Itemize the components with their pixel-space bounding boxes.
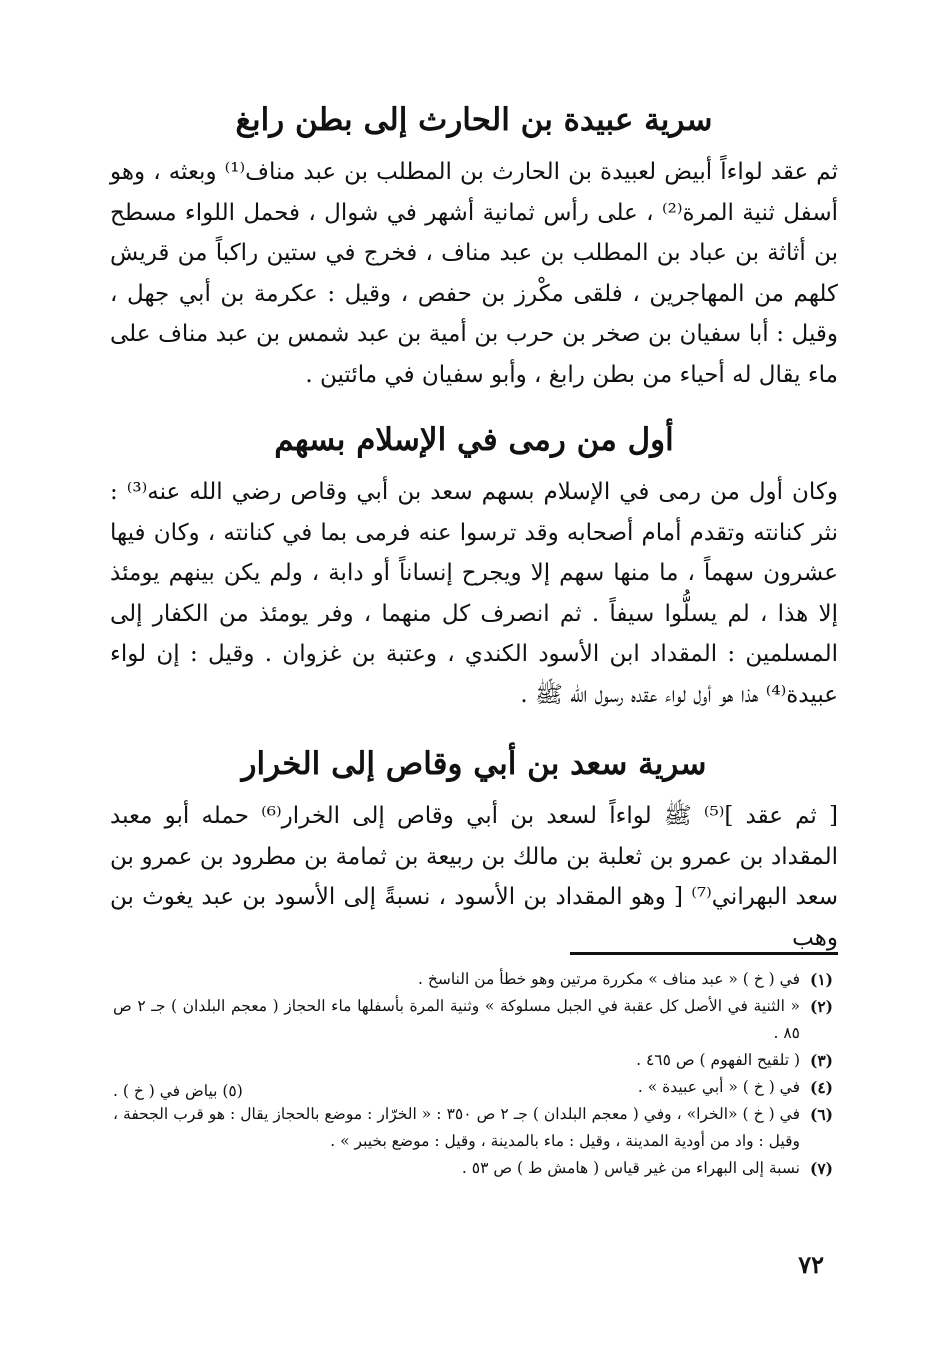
section-1 <box>110 98 838 396</box>
footnote-number: (٢) <box>809 997 833 1016</box>
footnote-5: (٥) بياض في ( خ ) . <box>113 1082 243 1100</box>
footnote-number: (٣) <box>809 1051 833 1070</box>
footnote <box>113 993 833 1047</box>
footnotes <box>113 966 833 1182</box>
footnote-number: (٦) <box>809 1105 833 1124</box>
page-number: ٧٢ <box>798 1250 824 1279</box>
footnote-divider <box>570 952 838 955</box>
footnote <box>113 1155 833 1182</box>
footnote-text: نسبة إلى البهراء من غير قياس ( هامش ط ) ص ٥٣ . <box>461 1159 800 1177</box>
section-title: أول من رمى في الإسلام بسهم <box>274 422 674 458</box>
section-title: سرية سعد بن أبي وقاص إلى الخرار <box>241 746 707 782</box>
section-body: ثم عقد لواءاً أبيض لعبيدة بن الحارث بن المطلب بن عبد مناف⁽¹⁾ وبعثه ، وهو أسفل ثنية المرة⁽²⁾ ، على رأس ثمانية أشهر في شوال ، فحمل اللواء مسطح بن أثاثة بن عباد بن المطلب بن عبد مناف ، فخرج في ستين راكباً من قريش كلهم من المهاجرين ، فلقى مكْرز بن حفص ، وقيل : عكرمة بن أبي جهل ، وقيل : أبا سفيان بن صخر بن حرب بن أمية بن عبد شمس بن عبد مناف على ماء يقال له أحياء من بطن رابغ ، وأبو سفيان في مائتين . <box>110 159 839 388</box>
footnote <box>113 966 833 993</box>
section-3 <box>110 742 838 958</box>
footnote-number: (٧) <box>809 1159 833 1178</box>
section-body: وكان أول من رمى في الإسلام بسهم سعد بن أبي وقاص رضي الله عنه⁽³⁾ : نثر كنانته وتقدم أمام أصحابه وقد ترسوا عنه فرمى بما في كنانته ، وكان فيها عشرون سهماً ، ما منها سهم إلا ويجرح إنساناً أو دابة ، ولم يكن بينهم يومئذ إلا هذا ، لم يسلُّوا سيفاً . ثم انصرف كل منهما ، وفر يومئذ من الكفار إلى المسلمين : المقداد ابن الأسود الكندي ، وعتبة بن غزوان . وقيل : إن لواء عبيدة⁽⁴⁾ هذا هو أول لواء عقده رسول الله ﷺ . <box>110 479 838 708</box>
footnote-text: في ( خ ) « عبد مناف » مكررة مرتين وهو خطأ من الناسخ . <box>417 970 800 988</box>
footnote-number: (١) <box>809 970 833 989</box>
section-title: سرية عبيدة بن الحارث إلى بطن رابغ <box>235 102 713 138</box>
footnote-text: « الثنية في الأصل كل عقبة في الجبل مسلوكة » وثنية المرة بأسفلها ماء الحجاز ( معجم البلدان ) جـ ٢ ص ٨٥ . <box>113 997 801 1042</box>
footnote-text: في ( خ ) «الخرا» ، وفي ( معجم البلدان ) جـ ٢ ص ٣٥٠ : « الخرّار : موضع بالحجاز يقال : هو قرب الجحفة ، وقيل : واد من أودية المدينة ، وقيل : ماء بالمدينة ، وقيل : موضع بخيبر » . <box>113 1105 801 1150</box>
footnote <box>113 1047 833 1074</box>
footnote-text: في ( خ ) « أبي عبيدة » . <box>637 1078 800 1096</box>
section-body: [ ثم عقد ]⁽⁵⁾ ﷺ لواءاً لسعد بن أبي وقاص إلى الخرار⁽⁶⁾ حمله أبو معبد المقداد بن عمرو بن ثعلبة بن مالك بن ربيعة بن ثمامة بن مطرود بن عمرو بن سعد البهراني⁽⁷⁾ [ وهو المقداد بن الأسود ، نسبةً إلى الأسود بن عبد يغوث بن وهب <box>110 803 838 951</box>
footnote-number: (٤) <box>809 1078 833 1097</box>
footnote-text: ( تلقيح الفهوم ) ص ٤٦٥ . <box>636 1051 800 1069</box>
section-2 <box>110 418 838 716</box>
footnote <box>113 1101 833 1155</box>
